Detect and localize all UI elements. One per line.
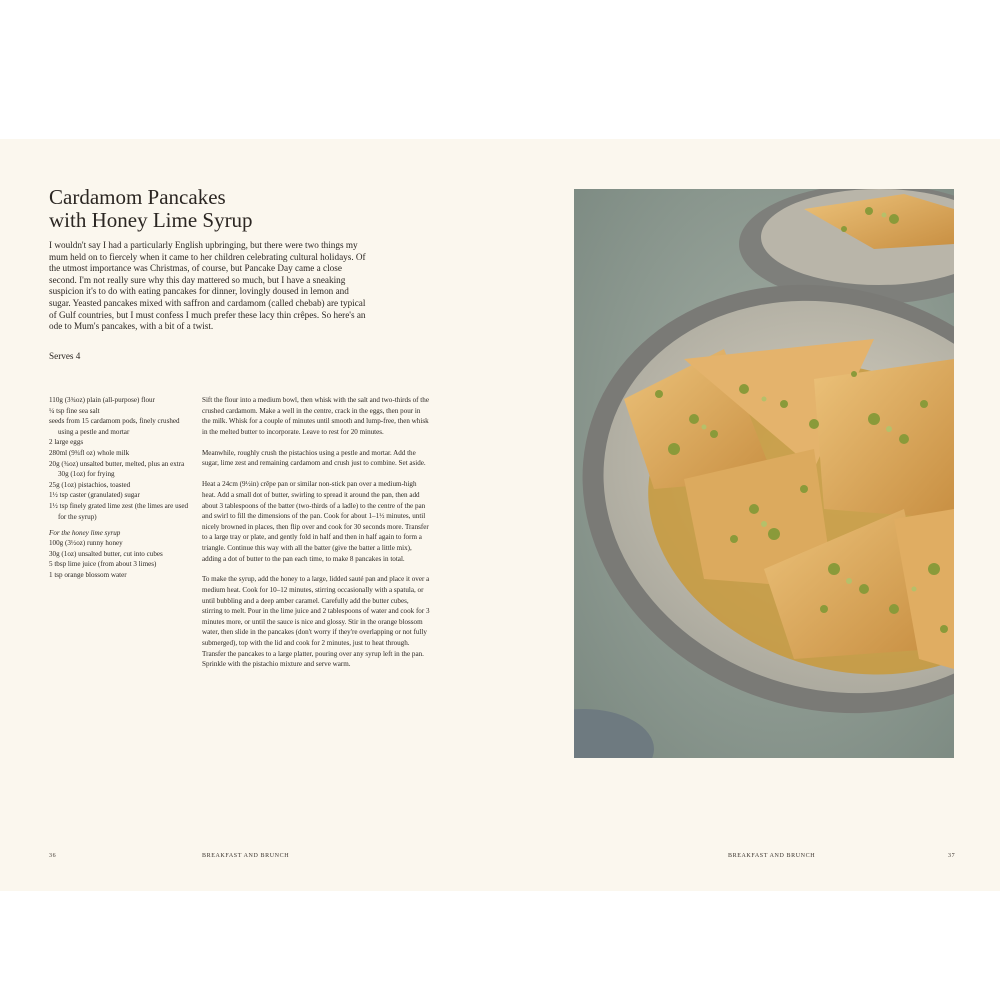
book-spread [0, 139, 1000, 891]
serves-note: Serves 4 [49, 351, 81, 361]
syrup-ingredient-item: 5 tbsp lime juice (from about 3 limes) [49, 560, 157, 569]
title-line-2: with Honey Lime Syrup [49, 208, 253, 232]
ingredient-list [49, 395, 189, 580]
right-page [500, 139, 1000, 891]
title-line-1: Cardamom Pancakes [49, 185, 226, 209]
ingredient-item: 110g (3¾oz) plain (all-purpose) flour [49, 396, 155, 404]
method-step: Sift the flour into a medium bowl, then whisk with the salt and two-thirds of the crushed cardamom. Make a well in the centre, crack in the eggs, then pour in the milk. Whisk for a couple of minutes until smooth and lump-free, then whisk in the melted butter to incorporate. Leave to rest for 20 minutes. [202, 396, 429, 436]
right-running-footer: BREAKFAST AND BRUNCH [728, 853, 816, 859]
ingredient-item: ¼ tsp fine sea salt [49, 406, 100, 415]
ingredient-item: 1½ tsp finely grated lime zest (the limes are used for the syrup) [49, 501, 189, 521]
syrup-ingredient-item: 100g (3½oz) runny honey [49, 539, 123, 548]
right-page-number: 37 [948, 853, 956, 859]
recipe-intro: I wouldn't say I had a particularly English upbringing, but there were two things my mum held on to fiercely when it came to her children celebrating cultural holidays. Of the utmost importance was Christmas, of course, but Pancake Day came a close second. I'm not really sure why this day mattered so much, but I have a sneaking suspicion it's to do with eating pancakes for dinner, lovingly doused in lemon and sugar. Yeasted pancakes mixed with saffron and cardamom (called chebab) are typical of Gulf countries, but I must confess I much prefer these lacy thin crêpes. So here's an ode to Mum's pancakes, with a bit of a twist. [49, 240, 366, 332]
method-steps [202, 395, 430, 680]
ingredient-item: 2 large eggs [49, 438, 84, 447]
ingredient-item: 1½ tsp caster (granulated) sugar [49, 491, 140, 500]
recipe-title [49, 186, 409, 232]
left-page [0, 139, 500, 891]
left-running-footer: BREAKFAST AND BRUNCH [202, 853, 290, 859]
method-step: Heat a 24cm (9½in) crêpe pan or similar non-stick pan over a medium-high heat. Add a small dot of butter, swirling to spread it around the pan, then add about 3 tablespoons of the batter (two-thirds of a ladle) to the centre of the pan and swirl to fill the dimensions of the pan. Cook for about 1–1½ minutes, until nicely browned in places, then flip over and cook for 30 seconds more. Transfer to a large tray or plate, and gently fold in half and then in half again to form a triangle. Continue this way with all the batter (give the batter a little mix), adding a dot of butter to the pan each time, to make 8 pancakes in total. [202, 480, 429, 563]
recipe-photo [574, 189, 954, 758]
ingredient-item: seeds from 15 cardamom pods, finely crushed using a pestle and mortar [49, 417, 180, 436]
syrup-ingredient-item: 1 tsp orange blossom water [49, 570, 127, 579]
ingredient-item: 20g (¾oz) unsalted butter, melted, plus an extra 30g (1oz) for frying [49, 459, 185, 479]
ingredient-item: 25g (1oz) pistachios, toasted [49, 480, 131, 489]
syrup-ingredient-item: 30g (1oz) unsalted butter, cut into cubes [49, 549, 163, 558]
syrup-subheading: For the honey lime syrup [49, 528, 121, 537]
left-page-number: 36 [49, 853, 57, 859]
method-step: To make the syrup, add the honey to a large, lidded sauté pan and place it over a medium heat. Cook for 10–12 minutes, stirring occasionally with a spatula, or until bubbling and a deep amber caramel. Carefully add the butter cubes, stirring to melt. Pour in the lime juice and 2 tablespoons of water and cook for 3 minutes more, or until the sauce is nice and glossy. Stir in the orange blossom water, then slide in the pancakes (don't worry if they're overlapping or not fully submerged), top with the lid and cook for 2 minutes, just to heat through. Transfer the pancakes to a large platter, pouring over any syrup left in the pan. Sprinkle with the pistachio mixture and serve warm. [202, 575, 430, 669]
ingredient-item: 280ml (9¾fl oz) whole milk [49, 448, 130, 457]
method-step: Meanwhile, roughly crush the pistachios using a pestle and mortar. Add the sugar, lime zest and remaining cardamom and crush just to combine. Set aside. [202, 448, 426, 468]
